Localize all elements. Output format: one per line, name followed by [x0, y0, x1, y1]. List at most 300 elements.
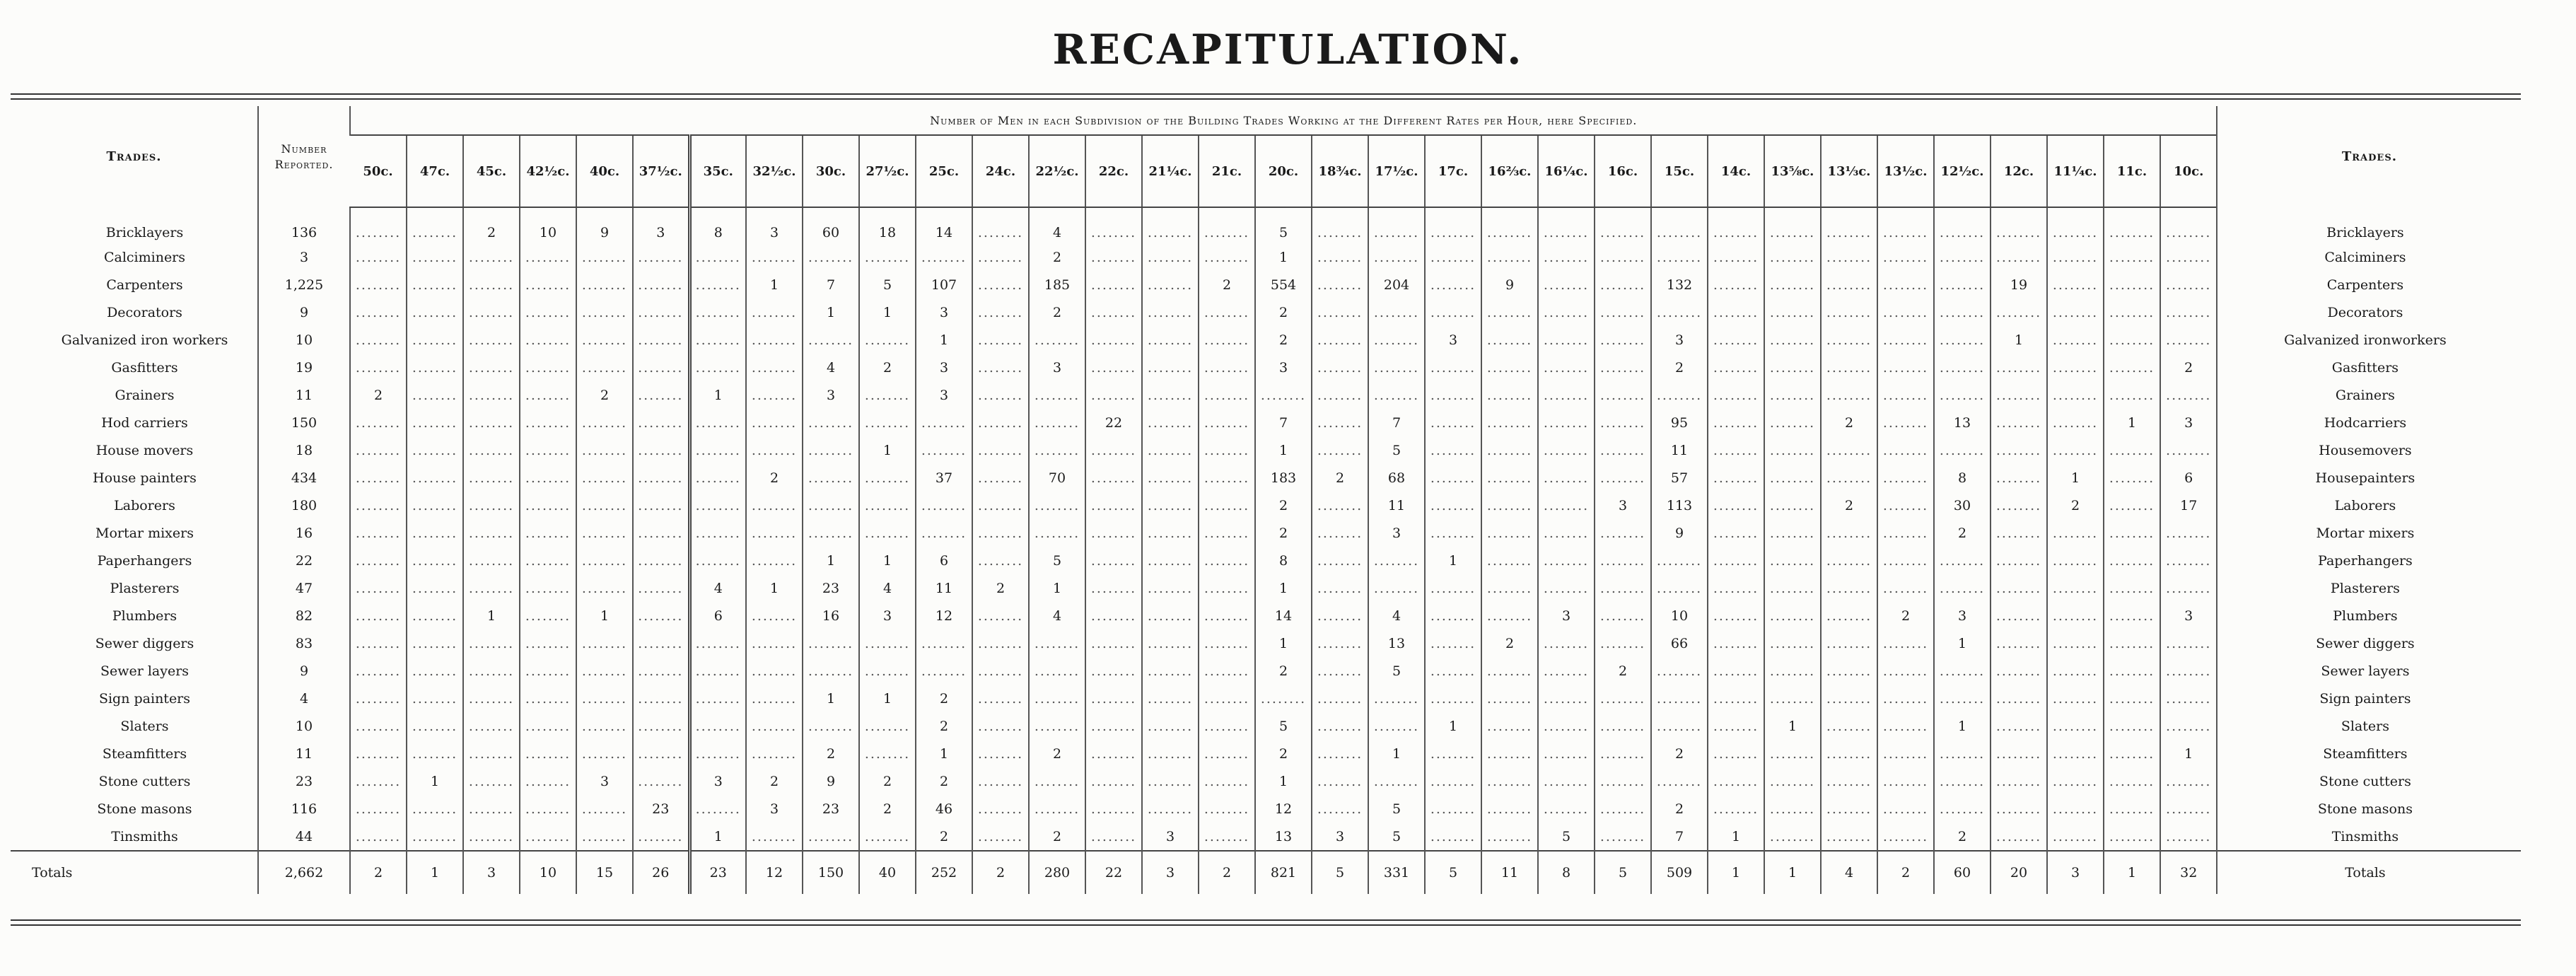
rate-cell [689, 464, 746, 492]
leader-dots: ........ [1939, 801, 1986, 817]
table-row [11, 326, 2521, 354]
rate-cell [463, 629, 520, 657]
rate-cell: 2 [1877, 602, 1934, 629]
leader-dots: ........ [1430, 663, 1476, 679]
rate-cell [1764, 207, 1821, 243]
leader-dots: ........ [1486, 663, 1533, 679]
leader-dots: ........ [638, 277, 684, 293]
rate-cell [1199, 795, 1255, 823]
rate-cell [1821, 519, 1877, 547]
table-row [11, 298, 2521, 326]
leader-dots: ........ [2109, 663, 2155, 679]
leader-dots: ........ [808, 718, 854, 734]
leader-dots: ........ [695, 525, 741, 541]
leader-dots: ........ [1147, 635, 1194, 651]
rate-cell [972, 712, 1029, 740]
rate-cell [1085, 436, 1142, 464]
rate-cell [1764, 436, 1821, 464]
leader-dots: ........ [1769, 225, 1816, 240]
leader-dots: ........ [751, 663, 798, 679]
trade-name: House painters [93, 470, 197, 486]
leader-dots: ........ [2166, 442, 2212, 458]
rate-cell [350, 207, 407, 243]
leader-dots: ........ [1882, 277, 1929, 293]
leader-dots: ........ [468, 718, 515, 734]
leader-dots: ........ [1543, 277, 1590, 293]
leader-dots: ........ [525, 442, 571, 458]
leader-dots: ........ [412, 304, 458, 320]
leader-dots: ........ [2166, 304, 2212, 320]
leader-dots: ........ [525, 414, 571, 431]
rate-cell: 7 [1651, 823, 1708, 851]
rate-cell [407, 207, 463, 243]
rate-cell [633, 629, 689, 657]
rate-cell: 3 [746, 207, 803, 243]
leader-dots: ........ [1769, 608, 1816, 624]
leader-dots: ........ [355, 608, 402, 624]
rate-cell [463, 298, 520, 326]
rate-cell [2104, 795, 2160, 823]
rate-cell: 70 [1029, 464, 1085, 492]
rate-cell [1199, 657, 1255, 685]
rate-cell [2104, 547, 2160, 574]
rate-header: 47c. [407, 135, 463, 207]
rate-cell [1821, 712, 1877, 740]
rate-cell [1199, 547, 1255, 574]
rate-cell [520, 823, 576, 851]
leader-dots: ........ [1090, 525, 1137, 541]
rate-cell [1991, 602, 2047, 629]
rate-cell [689, 436, 746, 464]
rate-header: 16⅔c. [1481, 135, 1538, 207]
leader-dots: ........ [1599, 277, 1646, 293]
rate-cell [1595, 574, 1651, 602]
leader-dots: ........ [1204, 497, 1250, 513]
leader-dots: ........ [355, 635, 402, 651]
total-cell: 280 [1029, 851, 1085, 894]
totals-number: 2,662 [258, 851, 350, 894]
rate-cell [1877, 547, 1934, 574]
leader-dots: ........ [2109, 304, 2155, 320]
leader-dots: ........ [468, 773, 515, 789]
rate-cell [463, 795, 520, 823]
rate-cell [1029, 409, 1085, 436]
rate-cell [1991, 298, 2047, 326]
leader-dots: ........ [1317, 663, 1363, 679]
leader-dots: ........ [751, 497, 798, 513]
rate-cell: 2 [1255, 326, 1312, 354]
rate-cell [1312, 685, 1368, 712]
totals-label-right: Totals [2217, 851, 2521, 894]
leader-dots: ........ [1486, 801, 1533, 817]
leader-dots: ........ [1599, 635, 1646, 651]
leader-dots: ........ [864, 249, 911, 265]
rate-cell: 1 [1934, 712, 1991, 740]
table-row [11, 492, 2521, 519]
leader-dots: ........ [1656, 690, 1703, 707]
rate-cell: 9 [576, 207, 633, 243]
leader-dots: ........ [355, 801, 402, 817]
leader-dots: ........ [977, 525, 1024, 541]
rate-cell: 1 [746, 271, 803, 298]
rate-cell: 6 [689, 602, 746, 629]
rate-cell [2047, 326, 2104, 354]
rate-cell [972, 519, 1029, 547]
rate-cell [463, 574, 520, 602]
rate-cell [1481, 519, 1538, 547]
total-cell: 1 [407, 851, 463, 894]
rate-cell [463, 492, 520, 519]
total-cell: 26 [633, 851, 689, 894]
leader-dots: ........ [695, 663, 741, 679]
total-cell: 2 [972, 851, 1029, 894]
leader-dots: ........ [581, 497, 628, 513]
rate-cell: 1 [1255, 436, 1312, 464]
leader-dots: ........ [1543, 525, 1590, 541]
rate-cell [1312, 381, 1368, 409]
leader-dots: ........ [1543, 745, 1590, 762]
rate-cell [2104, 712, 2160, 740]
table-row [11, 519, 2521, 547]
rate-cell [1425, 243, 1481, 271]
leader-dots: ........ [1204, 442, 1250, 458]
rate-cell [520, 574, 576, 602]
leader-dots: ........ [2109, 773, 2155, 789]
leader-dots: ........ [1204, 828, 1250, 844]
rate-cell [803, 436, 859, 464]
rate-group-header: Number of Men in each Subdivision of the Building Trades Working at the Different Rates per Hour, here Specified. [350, 106, 2217, 135]
rate-cell [463, 740, 520, 767]
rate-cell [576, 685, 633, 712]
rate-cell [1142, 547, 1199, 574]
rate-cell: 30 [1934, 492, 1991, 519]
rate-cell [1595, 795, 1651, 823]
leader-dots: ........ [1317, 525, 1363, 541]
leader-dots: ........ [1373, 387, 1420, 403]
rate-cell [2104, 492, 2160, 519]
leader-dots: ........ [525, 277, 571, 293]
leader-dots: ........ [864, 663, 911, 679]
trades-header: Trades. [106, 149, 162, 164]
leader-dots: ........ [1882, 470, 1929, 486]
leader-dots: ........ [525, 359, 571, 376]
rate-cell [350, 409, 407, 436]
rate-cell [1085, 712, 1142, 740]
leader-dots: ........ [1713, 359, 1759, 376]
leader-dots: ........ [412, 470, 458, 486]
leader-dots: ........ [1204, 387, 1250, 403]
leader-dots: ........ [808, 470, 854, 486]
rate-cell [746, 381, 803, 409]
rate-cell [1708, 436, 1764, 464]
rate-cell [1877, 436, 1934, 464]
rate-cell [1312, 354, 1368, 381]
rate-cell [633, 547, 689, 574]
rate-cell [1708, 207, 1764, 243]
rate-cell [1312, 409, 1368, 436]
leader-dots: ........ [1147, 387, 1194, 403]
rate-cell [1877, 207, 1934, 243]
rate-cell [689, 547, 746, 574]
rate-cell: 1 [1708, 823, 1764, 851]
leader-dots: ........ [525, 249, 571, 265]
rate-cell [1142, 767, 1199, 795]
leader-dots: ........ [2052, 690, 2099, 707]
rate-cell [576, 629, 633, 657]
leader-dots: ........ [2166, 718, 2212, 734]
leader-dots: ........ [751, 828, 798, 844]
rate-cell [1085, 243, 1142, 271]
leader-dots: ........ [525, 608, 571, 624]
leader-dots: ........ [1090, 359, 1137, 376]
rate-cell [1199, 767, 1255, 795]
rate-cell: 46 [916, 795, 972, 823]
leader-dots: ........ [751, 359, 798, 376]
rate-cell [1595, 243, 1651, 271]
rate-cell [1199, 602, 1255, 629]
rate-cell [1368, 767, 1425, 795]
rate-cell [520, 685, 576, 712]
rate-cell: 68 [1368, 464, 1425, 492]
rate-cell [1481, 685, 1538, 712]
rate-cell [520, 436, 576, 464]
rate-cell [1142, 574, 1199, 602]
leader-dots: ........ [1317, 442, 1363, 458]
leader-dots: ........ [1543, 552, 1590, 569]
rate-cell: 11 [1368, 492, 1425, 519]
rate-cell [1085, 740, 1142, 767]
rate-cell [1821, 271, 1877, 298]
rate-cell: 9 [1651, 519, 1708, 547]
rate-cell [576, 354, 633, 381]
leader-dots: ........ [1826, 525, 1872, 541]
leader-dots: ........ [1713, 718, 1759, 734]
leader-dots: ........ [581, 249, 628, 265]
rate-cell [1595, 629, 1651, 657]
rate-cell: 13 [1255, 823, 1312, 851]
leader-dots: ........ [1826, 635, 1872, 651]
total-cell: 15 [576, 851, 633, 894]
trade-name-right: Sewer layers [2217, 657, 2521, 685]
rate-cell [1312, 547, 1368, 574]
number-reported: 82 [258, 602, 350, 629]
leader-dots: ........ [921, 442, 967, 458]
leader-dots: ........ [1090, 497, 1137, 513]
rate-cell [1821, 629, 1877, 657]
leader-dots: ........ [1713, 580, 1759, 596]
rate-cell [1142, 271, 1199, 298]
rate-header: 16c. [1595, 135, 1651, 207]
leader-dots: ........ [1769, 828, 1816, 844]
rate-cell: 2 [916, 712, 972, 740]
table-row [11, 602, 2521, 629]
leader-dots: ........ [468, 442, 515, 458]
rate-cell: 2 [859, 354, 916, 381]
rate-cell [1651, 685, 1708, 712]
leader-dots: ........ [1939, 690, 1986, 707]
leader-dots: ........ [525, 525, 571, 541]
rate-cell [407, 436, 463, 464]
rate-cell [972, 298, 1029, 326]
rate-cell: 14 [916, 207, 972, 243]
leader-dots: ........ [695, 249, 741, 265]
rate-cell [1764, 492, 1821, 519]
trade-name-right: Calciminers [2217, 243, 2521, 271]
rate-cell [2047, 354, 2104, 381]
leader-dots: ........ [355, 225, 402, 240]
leader-dots: ........ [638, 304, 684, 320]
number-reported: 136 [258, 207, 350, 243]
leader-dots: ........ [412, 608, 458, 624]
rate-cell [859, 519, 916, 547]
leader-dots: ........ [1826, 332, 1872, 348]
rate-cell [1821, 823, 1877, 851]
leader-dots: ........ [1882, 635, 1929, 651]
rate-header: 21¼c. [1142, 135, 1199, 207]
leader-dots: ........ [1599, 580, 1646, 596]
rate-cell [520, 243, 576, 271]
rate-cell [463, 409, 520, 436]
leader-dots: ........ [1430, 414, 1476, 431]
total-cell: 252 [916, 851, 972, 894]
rate-cell [1877, 657, 1934, 685]
leader-dots: ........ [2109, 277, 2155, 293]
rate-cell [1877, 298, 1934, 326]
rate-cell [1085, 547, 1142, 574]
leader-dots: ........ [2166, 332, 2212, 348]
rate-cell [972, 409, 1029, 436]
leader-dots: ........ [1373, 718, 1420, 734]
table-row [11, 657, 2521, 685]
leader-dots: ........ [1882, 773, 1929, 789]
leader-dots: ........ [412, 828, 458, 844]
leader-dots: ........ [468, 552, 515, 569]
rate-cell [1199, 464, 1255, 492]
rate-cell [1142, 492, 1199, 519]
leader-dots: ........ [638, 525, 684, 541]
leader-dots: ........ [1090, 745, 1137, 762]
leader-dots: ........ [1882, 828, 1929, 844]
leader-dots: ........ [1882, 497, 1929, 513]
leader-dots: ........ [1599, 304, 1646, 320]
leader-dots: ........ [581, 277, 628, 293]
leader-dots: ........ [412, 442, 458, 458]
leader-dots: ........ [468, 359, 515, 376]
rate-cell [1991, 354, 2047, 381]
rate-cell [576, 492, 633, 519]
leader-dots: ........ [2109, 635, 2155, 651]
rate-cell [1708, 271, 1764, 298]
leader-dots: ........ [468, 249, 515, 265]
leader-dots: ........ [1034, 773, 1080, 789]
rate-cell [1312, 298, 1368, 326]
rate-cell [1821, 436, 1877, 464]
leader-dots: ........ [638, 828, 684, 844]
leader-dots: ........ [1882, 718, 1929, 734]
leader-dots: ........ [1486, 249, 1533, 265]
leader-dots: ........ [355, 525, 402, 541]
leader-dots: ........ [581, 414, 628, 431]
rate-cell [1821, 795, 1877, 823]
leader-dots: ........ [1034, 525, 1080, 541]
leader-dots: ........ [2166, 277, 2212, 293]
leader-dots: ........ [2109, 387, 2155, 403]
rate-cell: 2 [1029, 740, 1085, 767]
total-cell: 821 [1255, 851, 1312, 894]
leader-dots: ........ [1147, 690, 1194, 707]
rate-cell: 8 [689, 207, 746, 243]
rate-cell [1142, 326, 1199, 354]
leader-dots: ........ [1543, 497, 1590, 513]
rate-cell: 2 [2047, 492, 2104, 519]
number-reported-header: Number Reported. [258, 106, 350, 207]
leader-dots: ........ [1430, 470, 1476, 486]
rate-cell [746, 326, 803, 354]
rate-cell [407, 712, 463, 740]
trade-name: Sewer layers [100, 663, 190, 679]
rate-cell: 1 [1255, 243, 1312, 271]
rate-cell [1764, 602, 1821, 629]
rate-cell [1595, 547, 1651, 574]
leader-dots: ........ [977, 552, 1024, 569]
table-row [11, 436, 2521, 464]
leader-dots: ........ [1599, 225, 1646, 240]
rate-cell [1934, 207, 1991, 243]
leader-dots: ........ [1486, 387, 1533, 403]
leader-dots: ........ [1826, 442, 1872, 458]
leader-dots: ........ [864, 745, 911, 762]
rate-cell [972, 354, 1029, 381]
rate-cell [1199, 519, 1255, 547]
rate-cell [1481, 795, 1538, 823]
rate-header: 20c. [1255, 135, 1312, 207]
rate-cell [1085, 464, 1142, 492]
rate-cell [1481, 326, 1538, 354]
rate-cell [1312, 271, 1368, 298]
leader-dots: ........ [1430, 828, 1476, 844]
rate-cell: 60 [803, 207, 859, 243]
rate-cell [746, 823, 803, 851]
rate-cell [1199, 492, 1255, 519]
rate-cell [1991, 712, 2047, 740]
rate-cell [1991, 795, 2047, 823]
rate-cell [463, 712, 520, 740]
trade-name: Plasterers [110, 580, 180, 596]
rate-cell [1991, 381, 2047, 409]
rate-cell [633, 354, 689, 381]
rate-cell [859, 464, 916, 492]
number-reported: 47 [258, 574, 350, 602]
leader-dots: ........ [468, 414, 515, 431]
rate-cell: 7 [1255, 409, 1312, 436]
trade-name-right: Bricklayers [2217, 207, 2521, 243]
rate-cell [1764, 629, 1821, 657]
rate-cell [1085, 795, 1142, 823]
rate-cell [746, 547, 803, 574]
rate-cell [746, 354, 803, 381]
rate-cell [576, 657, 633, 685]
trade-name-right: Plasterers [2217, 574, 2521, 602]
leader-dots: ........ [412, 277, 458, 293]
leader-dots: ........ [1599, 359, 1646, 376]
leader-dots: ........ [1090, 332, 1137, 348]
leader-dots: ........ [1543, 470, 1590, 486]
leader-dots: ........ [1826, 663, 1872, 679]
rate-cell [576, 271, 633, 298]
leader-dots: ........ [977, 828, 1024, 844]
number-reported: 11 [258, 381, 350, 409]
rate-cell [2047, 767, 2104, 795]
